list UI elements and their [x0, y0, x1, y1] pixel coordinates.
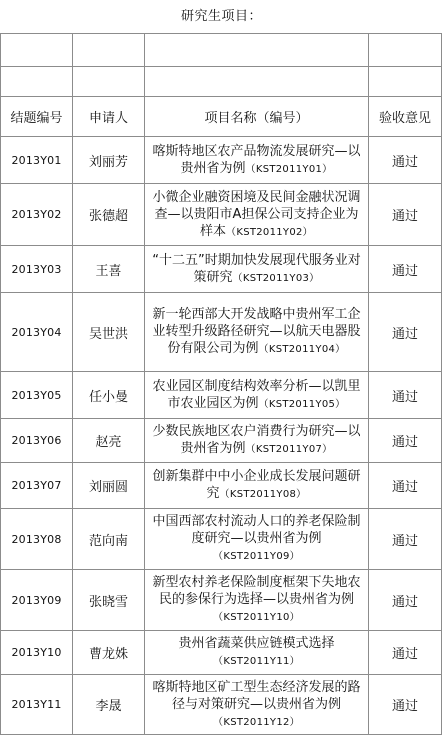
row-code: 2013Y08	[1, 509, 73, 570]
row-code: 2013Y02	[1, 184, 73, 246]
row-applicant: 张德超	[73, 184, 145, 246]
row-applicant: 李晟	[73, 675, 145, 735]
project-name: 少数民族地区农户消费行为研究—以贵州省为例	[152, 424, 361, 456]
row-opinion: 通过	[369, 293, 442, 372]
project-name: 贵州省蔬菜供应链模式选择	[178, 636, 335, 651]
row-project	[145, 184, 369, 246]
row-applicant: 张晓雪	[73, 570, 145, 631]
table-body	[1, 137, 442, 735]
row-project	[145, 675, 369, 735]
table-row	[1, 509, 442, 570]
row-project	[145, 463, 369, 509]
blank-cell	[1, 34, 73, 67]
row-applicant: 任小曼	[73, 372, 145, 419]
table-row	[1, 631, 442, 675]
header-project: 项目名称（编号）	[145, 97, 369, 137]
project-code: （KST2011Y03）	[232, 272, 320, 284]
row-project	[145, 137, 369, 184]
row-applicant: 赵亮	[73, 419, 145, 463]
row-opinion: 通过	[369, 570, 442, 631]
row-code: 2013Y11	[1, 675, 73, 735]
row-project	[145, 509, 369, 570]
header-row	[1, 97, 442, 137]
project-table	[0, 33, 442, 735]
project-name: 喀斯特地区农产品物流发展研究—以贵州省为例	[152, 143, 361, 176]
project-code: （KST2011Y09）	[213, 551, 300, 562]
header-code: 结题编号	[1, 97, 73, 137]
table-row	[1, 293, 442, 372]
row-code: 2013Y05	[1, 372, 73, 419]
row-applicant: 刘丽芳	[73, 137, 145, 184]
blank-row	[1, 34, 442, 67]
row-code: 2013Y07	[1, 463, 73, 509]
page-title: 研究生项目：	[180, 9, 262, 24]
row-project	[145, 419, 369, 463]
table-row	[1, 137, 442, 184]
row-code: 2013Y06	[1, 419, 73, 463]
row-opinion: 通过	[369, 184, 442, 246]
project-name: 中国西部农村流动人口的养老保险制度研究—以贵州省为例	[152, 514, 361, 546]
spacer-cell	[369, 67, 442, 97]
project-code: （KST2011Y08）	[219, 489, 307, 500]
row-project	[145, 570, 369, 631]
table-row	[1, 463, 442, 509]
row-applicant: 范向南	[73, 509, 145, 570]
row-opinion: 通过	[369, 631, 442, 675]
blank-cell	[73, 34, 145, 67]
project-name: 小微企业融资困境及民间金融状况调查—以贵阳市A担保公司支持企业为样本	[152, 189, 361, 239]
row-code: 2013Y01	[1, 137, 73, 184]
project-name: “十二五”时期加快发展现代服务业对策研究	[152, 252, 361, 285]
project-code: （KST2011Y02）	[226, 226, 313, 238]
row-applicant: 刘丽圆	[73, 463, 145, 509]
project-code: （KST2011Y10）	[213, 612, 300, 623]
table-row	[1, 570, 442, 631]
row-applicant: 王喜	[73, 246, 145, 293]
blank-cell	[145, 34, 369, 67]
row-code: 2013Y04	[1, 293, 73, 372]
project-name: 喀斯特地区矿工型生态经济发展的路径与对策研究—以贵州省为例	[152, 679, 361, 712]
row-applicant: 吴世洪	[73, 293, 145, 372]
row-code: 2013Y09	[1, 570, 73, 631]
spacer-row	[1, 67, 442, 97]
spacer-cell	[145, 67, 369, 97]
spacer-cell	[73, 67, 145, 97]
row-opinion: 通过	[369, 463, 442, 509]
project-code: （KST2011Y04）	[258, 344, 346, 355]
spacer-cell	[1, 67, 73, 97]
row-opinion: 通过	[369, 246, 442, 293]
table-row	[1, 246, 442, 293]
table-row	[1, 372, 442, 419]
row-code: 2013Y03	[1, 246, 73, 293]
project-name: 创新集群中中小企业成长发展问题研究	[152, 469, 361, 501]
project-code: （KST2011Y12）	[213, 716, 300, 728]
table-row	[1, 675, 442, 735]
row-opinion: 通过	[369, 419, 442, 463]
row-project	[145, 246, 369, 293]
row-opinion: 通过	[369, 675, 442, 735]
project-code: （KST2011Y01）	[245, 163, 333, 175]
project-name: 新型农村养老保险制度框架下失地农民的参保行为选择—以贵州省为例	[152, 575, 361, 607]
row-opinion: 通过	[369, 509, 442, 570]
header-applicant: 申请人	[73, 97, 145, 137]
row-opinion: 通过	[369, 137, 442, 184]
row-project	[145, 293, 369, 372]
project-code: （KST2011Y07）	[245, 444, 333, 455]
project-code: （KST2011Y05）	[258, 398, 346, 410]
row-opinion: 通过	[369, 372, 442, 419]
header-opinion: 验收意见	[369, 97, 442, 137]
row-project	[145, 372, 369, 419]
table-row	[1, 184, 442, 246]
row-applicant: 曹龙姝	[73, 631, 145, 675]
row-project	[145, 631, 369, 675]
table-row	[1, 419, 442, 463]
row-code: 2013Y10	[1, 631, 73, 675]
project-name: 新一轮西部大开发战略中贵州军工企业转型升级路径研究—以航天电器股份有限公司为例	[152, 307, 361, 356]
project-name: 农业园区制度结构效率分析—以凯里市农业园区为例	[152, 378, 361, 411]
project-code: （KST2011Y11）	[213, 656, 300, 667]
blank-cell	[369, 34, 442, 67]
